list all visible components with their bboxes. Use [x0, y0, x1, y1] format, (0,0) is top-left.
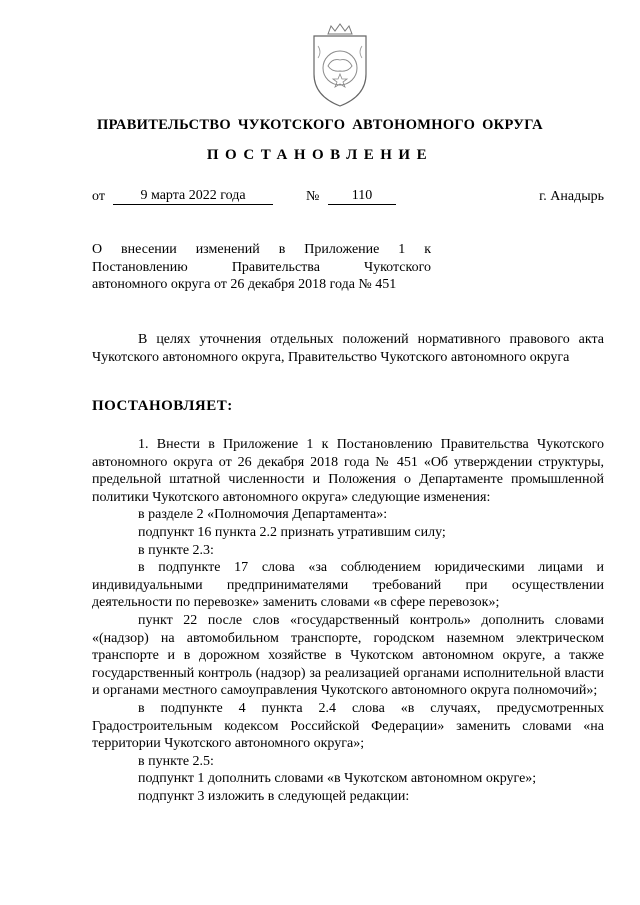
coat-of-arms-icon	[302, 22, 378, 108]
paragraph: в подпункте 17 слова «за соблюдением юридическими лицами и индивидуальными предпринимателями требований при осуществлении деятельности по перевозке» заменить словами «в сфере перевозок»;	[92, 560, 604, 611]
paragraph: подпункт 1 дополнить словами «в Чукотском автономном округе»;	[138, 771, 537, 787]
paragraph: 1. Внести в Приложение 1 к Постановлению Правительства Чукотского автономного округа от 26 декабря 2018 года № 451 «Об утверждении структуры, предельной штатной численности и Положения о Департаменте промышленной политики Чукотского автономного округа» следующие изменения:	[92, 437, 604, 505]
subject-line: автономного округа от 26 декабря 2018 года № 451	[92, 277, 397, 292]
document-date: 9 марта 2022 года	[113, 188, 273, 205]
document-number: 110	[328, 188, 396, 205]
government-name: ПРАВИТЕЛЬСТВО ЧУКОТСКОГО АВТОНОМНОГО ОКРУГА	[97, 117, 543, 133]
paragraph: в пункте 2.5:	[138, 753, 214, 769]
document-subject	[92, 241, 431, 294]
subject-line: О внесении изменений в Приложение 1 к	[92, 242, 431, 257]
number-label: №	[306, 189, 320, 204]
paragraph: пункт 22 после слов «государственный контроль» дополнить словами «(надзор) на автомобильном транспорте, городском наземном электрическом транспорте и в дорожном хозяйстве в Чукотском автономном округе, а также государственный контроль (надзор) за реализацией органами исполнительной власти и органами местного самоуправления Чукотского автономного округа полномочий»;	[92, 612, 604, 699]
paragraph: подпункт 16 пункта 2.2 признать утратившим силу;	[138, 524, 446, 540]
preamble	[92, 331, 604, 366]
paragraph: в пункте 2.3:	[138, 542, 214, 558]
paragraph: подпункт 3 изложить в следующей редакции:	[138, 788, 410, 804]
resolves-heading: ПОСТАНОВЛЯЕТ:	[92, 398, 233, 414]
document-city: г. Анадырь	[539, 189, 604, 204]
document-body	[92, 436, 604, 805]
preamble-text: В целях уточнения отдельных положений нормативного правового акта Чукотского автономного округа, Правительство Чукотского автономного округа	[92, 332, 604, 365]
subject-line: Постановлению Правительства Чукотского	[92, 259, 431, 275]
paragraph: в разделе 2 «Полномочия Департамента»:	[138, 507, 388, 523]
paragraph: в подпункте 4 пункта 2.4 слова «в случаях, предусмотренных Градостроительным кодексом Российской Федерации» заменить словами «на территории Чукотского автономного округа»;	[92, 700, 604, 752]
date-label: от	[92, 189, 105, 204]
document-type: ПОСТАНОВЛЕНИЕ	[206, 147, 434, 163]
